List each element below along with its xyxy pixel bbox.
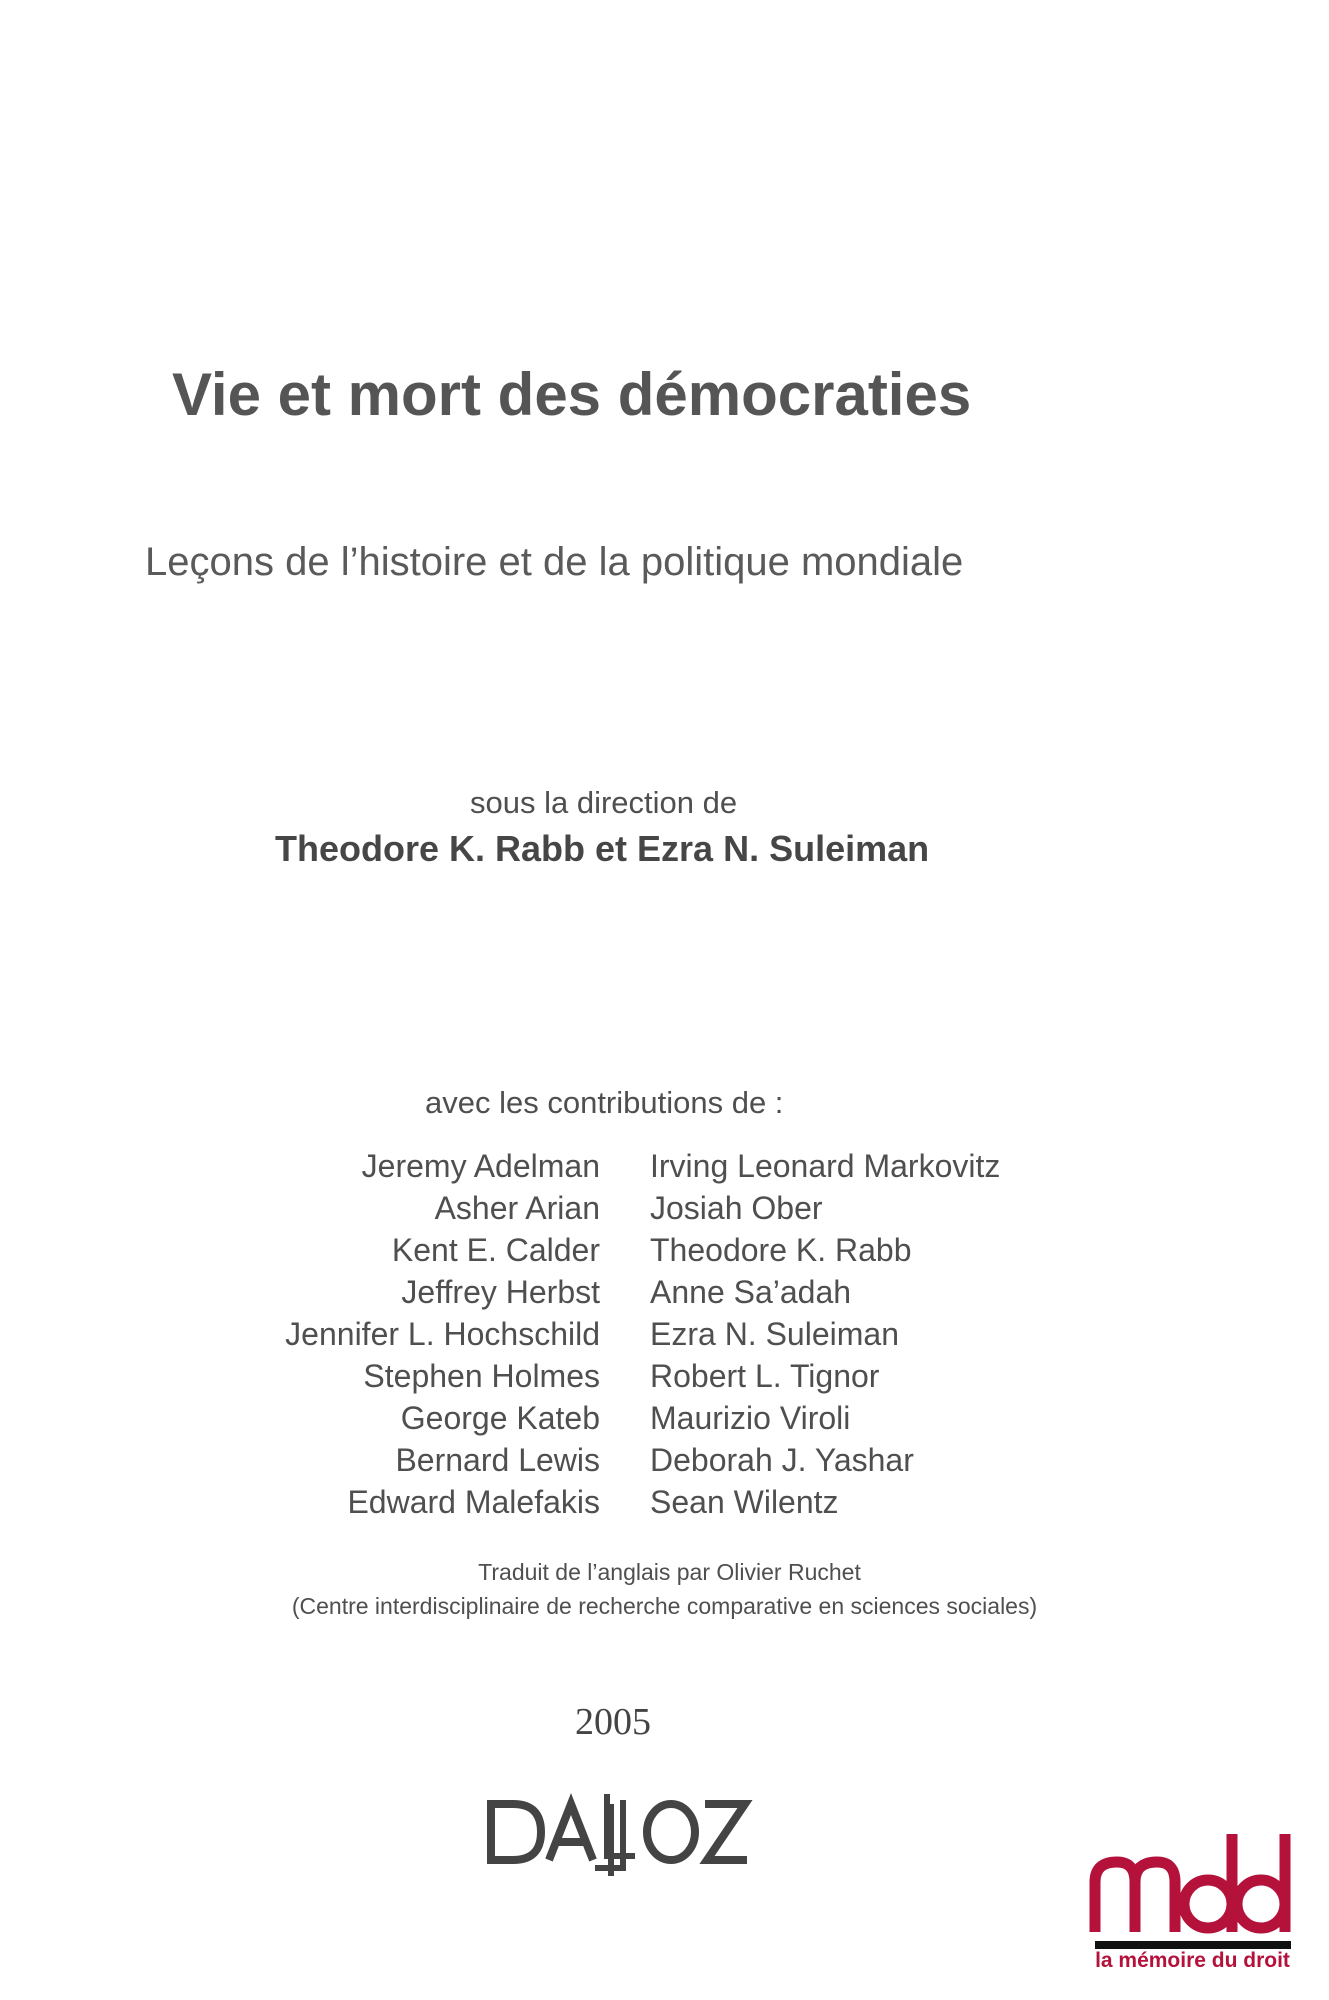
contributor-name: Anne Sa’adah xyxy=(650,1274,852,1310)
contributor-name: Ezra N. Suleiman xyxy=(650,1316,899,1352)
contributor-name: Kent E. Calder xyxy=(391,1232,600,1268)
contributor-name: Maurizio Viroli xyxy=(650,1400,851,1436)
contributor-name: Sean Wilentz xyxy=(650,1484,839,1520)
contributors-right-column xyxy=(650,1145,1000,1523)
contributions-label: avec les contributions de : xyxy=(425,1085,784,1120)
dalloz-logo xyxy=(483,1790,753,1880)
translator-affiliation: (Centre interdisciplinaire de recherche comparative en sciences sociales) xyxy=(291,1593,1038,1619)
contributor-name: Bernard Lewis xyxy=(395,1442,600,1478)
contributor-name: Irving Leonard Markovitz xyxy=(650,1148,1001,1184)
book-subtitle: Leçons de l’histoire et de la politique mondiale xyxy=(145,540,964,584)
book-title: Vie et mort des démocraties xyxy=(172,361,972,428)
translator-credit xyxy=(0,1555,1329,1623)
contributor-name: Deborah J. Yashar xyxy=(650,1442,914,1478)
contributors-left-column xyxy=(285,1145,600,1523)
direction-label: sous la direction de xyxy=(470,785,738,820)
contributor-name: Stephen Holmes xyxy=(363,1358,600,1394)
mdd-caption: la mémoire du droit xyxy=(1095,1949,1290,1972)
contributor-name: George Kateb xyxy=(400,1400,600,1436)
contributor-name: Asher Arian xyxy=(434,1190,600,1226)
translator-line: Traduit de l’anglais par Olivier Ruchet xyxy=(478,1559,861,1585)
contributor-name: Josiah Ober xyxy=(650,1190,823,1226)
contributor-name: Jennifer L. Hochschild xyxy=(285,1316,600,1352)
contributor-name: Theodore K. Rabb xyxy=(650,1232,912,1268)
contributor-name: Robert L. Tignor xyxy=(650,1358,880,1394)
contributor-name: Edward Malefakis xyxy=(347,1484,600,1520)
contributor-name: Jeffrey Herbst xyxy=(401,1274,600,1310)
contributor-name: Jeremy Adelman xyxy=(361,1148,600,1184)
editors: Theodore K. Rabb et Ezra N. Suleiman xyxy=(275,828,930,869)
publication-year: 2005 xyxy=(575,1701,651,1743)
